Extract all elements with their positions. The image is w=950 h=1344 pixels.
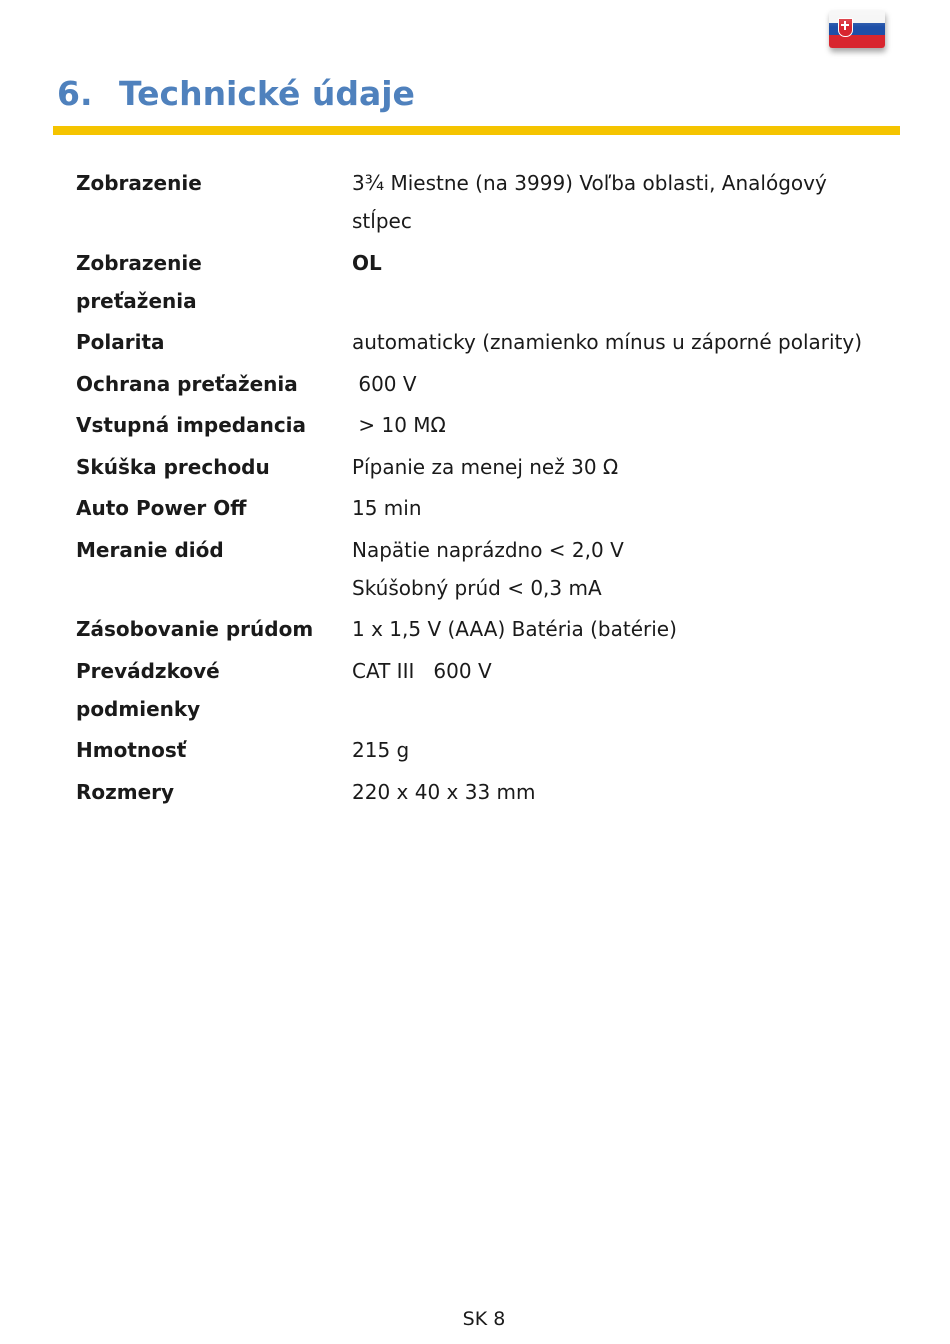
spec-value-line: automaticky (znamienko mínus u záporné polarity) <box>352 330 863 354</box>
spec-label: Vstupná impedancia <box>76 413 307 437</box>
spec-row <box>76 365 906 403</box>
spec-value-line: 215 g <box>352 738 410 762</box>
spec-value <box>352 323 906 361</box>
section-heading <box>57 74 415 113</box>
spec-label: Zásobovanie prúdom <box>76 617 314 641</box>
spec-value-line: 1 x 1,5 V (AAA) Batéria (batérie) <box>352 617 677 641</box>
spec-label: Meranie diód <box>76 537 224 562</box>
spec-value-line: 220 x 40 x 33 mm <box>352 779 536 804</box>
spec-label: Prevádzkové podmienky <box>76 658 220 721</box>
slovakia-flag-icon <box>829 10 885 48</box>
spec-row <box>76 489 906 527</box>
spec-label: Hmotnosť <box>76 738 187 762</box>
spec-value <box>352 773 906 811</box>
spec-label: Rozmery <box>76 779 175 804</box>
spec-value <box>352 365 906 403</box>
spec-row <box>76 164 906 240</box>
spec-value <box>352 652 906 690</box>
spec-value-line: Napätie naprázdno < 2,0 V <box>352 537 624 562</box>
spec-label: Ochrana preťaženia <box>76 371 298 396</box>
spec-value-line: 600 V <box>352 371 417 396</box>
spec-label: Zobrazenie <box>76 171 202 195</box>
spec-label: Polarita <box>76 330 165 354</box>
spec-label: Auto Power Off <box>76 496 247 520</box>
spec-value <box>352 489 906 527</box>
spec-value <box>352 406 906 444</box>
spec-value-line: Skúšobný prúd < 0,3 mA <box>352 575 602 600</box>
spec-value <box>352 731 906 769</box>
spec-row <box>76 448 906 486</box>
spec-row <box>76 406 906 444</box>
spec-value <box>352 448 906 486</box>
spec-row <box>76 323 906 361</box>
spec-value <box>352 531 906 607</box>
specifications-table <box>76 164 906 814</box>
heading-divider <box>53 126 900 135</box>
spec-value-line: Pípanie za menej než 30 Ω <box>352 454 619 479</box>
spec-row <box>76 244 906 320</box>
spec-value-line: stĺpec <box>352 209 412 233</box>
page-number: SK 8 <box>462 1308 506 1330</box>
spec-row <box>76 531 906 607</box>
section-number: 6. <box>57 74 93 113</box>
spec-row <box>76 610 906 648</box>
spec-value <box>352 244 906 282</box>
spec-value <box>352 610 906 648</box>
spec-row <box>76 773 906 811</box>
spec-value-line: 15 min <box>352 496 422 520</box>
spec-value-line: CAT III 600 V <box>352 658 492 683</box>
spec-row <box>76 731 906 769</box>
spec-value-line: 3¾ Miestne (na 3999) Voľba oblasti, Analógový <box>352 171 827 195</box>
spec-row <box>76 652 906 728</box>
spec-value-line: > 10 MΩ <box>352 413 446 437</box>
spec-value <box>352 164 906 240</box>
spec-label: Zobrazenie preťaženia <box>76 250 202 313</box>
spec-label: Skúška prechodu <box>76 454 270 479</box>
section-title: Technické údaje <box>119 74 415 113</box>
spec-value-line: OL <box>352 250 382 275</box>
